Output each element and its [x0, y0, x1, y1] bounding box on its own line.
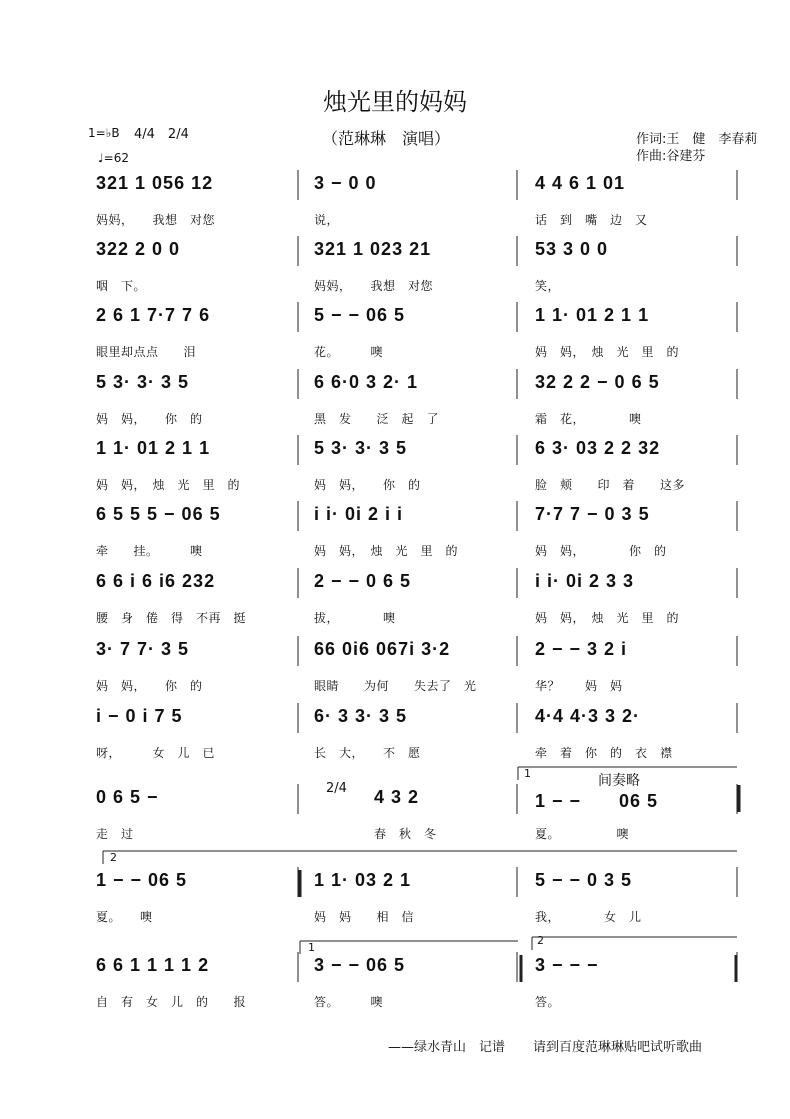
- listen-note: 请到百度范琳琳贴吧试听歌曲: [533, 1040, 703, 1055]
- measure-notes: 3 − 0 0: [314, 173, 377, 193]
- measure-notes: 5 − − 06 5: [314, 305, 406, 325]
- lyric-line: 春 秋 冬: [374, 827, 437, 841]
- time-signature: 4/4 2/4: [134, 127, 189, 142]
- measure-notes: 4·4 4·3 3 2·: [535, 706, 641, 726]
- measure-notes: 4 3 2: [374, 787, 420, 807]
- measure-notes: i − 0 i 7 5: [96, 706, 183, 726]
- measure-notes: 66 0i6 067i 3·2: [314, 639, 451, 659]
- measure-notes: 3· 7 7· 3 5: [96, 639, 190, 659]
- lyric-line: 拔， 噢: [314, 611, 396, 625]
- lyric-line: 我， 女 儿: [535, 910, 642, 924]
- lyric-line: 夏。 噢: [96, 910, 153, 924]
- lyric-line: 说，: [314, 213, 340, 227]
- measure-notes: 2 − − 0 6 5: [314, 571, 412, 591]
- measure-notes: 1 − − 06 5: [96, 870, 188, 890]
- lyric-line: 妈妈， 我想 对您: [314, 279, 434, 293]
- lyric-line: 呀， 女 儿 已: [96, 746, 216, 760]
- measure-notes: 6 6 i 6 i6 232: [96, 571, 216, 591]
- lyric-line: 妈 妈， 你 的: [314, 478, 421, 492]
- measure-notes: 5 − − 0 3 5: [535, 870, 633, 890]
- lyric-line: 妈 妈， 你 的: [535, 544, 667, 558]
- tempo-value: =62: [103, 151, 129, 165]
- measure-notes: 1 − − 06 5: [535, 791, 659, 811]
- lyric-line: 自 有 女 儿 的 报: [96, 995, 247, 1009]
- interlude-note: 间奏略: [598, 773, 640, 789]
- lyric-line: 花。 噢: [314, 345, 384, 359]
- lyric-line: 咽 下。: [96, 279, 147, 293]
- lyric-line: 妈 妈， 烛 光 里 的: [314, 544, 459, 558]
- composer-credit: 作曲:谷建芬: [636, 149, 706, 164]
- key-signature: 1=♭B: [88, 126, 120, 140]
- lyric-line: 牵 挂。 噢: [96, 544, 203, 558]
- measure-notes: 1 1· 03 2 1: [314, 870, 412, 890]
- lyric-line: 黑 发 泛 起 了: [314, 412, 440, 426]
- volta-2a: 2: [110, 851, 117, 864]
- tempo-marking: ♩=62: [98, 151, 129, 165]
- lyric-line: 腰 身 倦 得 不再 挺: [96, 611, 247, 625]
- lyric-line: 长 大， 不 愿: [314, 746, 421, 760]
- lyric-line: 话 到 嘴 边 又: [535, 213, 648, 227]
- measure-notes: 2 6 1 7·7 7 6: [96, 305, 211, 325]
- lyric-line: 华？ 妈 妈: [535, 679, 623, 693]
- measure-notes: 4 4 6 1 01: [535, 173, 626, 193]
- lyric-line: 走 过: [96, 827, 134, 841]
- volta-2b: 2: [537, 934, 544, 947]
- measure-notes: 3 − − −: [535, 955, 599, 975]
- lyric-line: 答。 噢: [314, 995, 384, 1009]
- lyric-line: 妈 妈， 烛 光 里 的: [535, 611, 680, 625]
- transcriber-credit: ——绿水青山 记谱: [388, 1040, 506, 1055]
- measure-notes: 1 1· 01 2 1 1: [96, 438, 211, 458]
- meter-change: 2/4: [326, 781, 347, 796]
- measure-notes: i i· 0i 2 i i: [314, 504, 404, 524]
- volta-1b: 1: [308, 941, 315, 954]
- measure-notes: 6 5 5 5 − 06 5: [96, 504, 221, 524]
- lyric-line: 妈 妈， 你 的: [96, 412, 203, 426]
- measure-notes: 321 1 056 12: [96, 173, 214, 193]
- measure-notes: 6 3· 03 2 2 32: [535, 438, 661, 458]
- lyric-line: 脸 颊 印 着 这多: [535, 478, 686, 492]
- measure-notes: 7·7 7 − 0 3 5: [535, 504, 650, 524]
- lyric-line: 妈 妈， 你 的: [96, 679, 203, 693]
- lyric-line: 霜 花， 噢: [535, 412, 642, 426]
- measure-notes: i i· 0i 2 3 3: [535, 571, 635, 591]
- measure-notes: 322 2 0 0: [96, 239, 181, 259]
- measure-notes: 321 1 023 21: [314, 239, 432, 259]
- lyric-line: 牵 着 你 的 衣 襟: [535, 746, 673, 760]
- lyric-line: 妈妈， 我想 对您: [96, 213, 216, 227]
- measure-notes: 32 2 2 − 0 6 5: [535, 372, 660, 392]
- lyricist-credit: 作词:王 健 李春莉: [636, 132, 758, 147]
- lyric-line: 夏。 噢: [535, 827, 630, 841]
- lyric-line: 妈 妈 相 信: [314, 910, 415, 924]
- volta-1a: 1: [524, 767, 531, 780]
- lyric-line: 妈 妈， 烛 光 里 的: [96, 478, 241, 492]
- lyric-line: 笑，: [535, 279, 561, 293]
- lyric-line: 眼里却点点 泪: [96, 345, 197, 359]
- measure-notes: 2 − − 3 2 i: [535, 639, 628, 659]
- measure-notes: 0 6 5 −: [96, 787, 159, 807]
- singer-credit: （范琳琳 演唱）: [322, 129, 451, 148]
- lyric-line: 眼睛 为何 失去了 光: [314, 679, 477, 693]
- measure-notes: 5 3· 3· 3 5: [96, 372, 190, 392]
- measure-notes: 3 − − 06 5: [314, 955, 406, 975]
- measure-notes: 1 1· 01 2 1 1: [535, 305, 650, 325]
- lyric-line: 妈 妈， 烛 光 里 的: [535, 345, 680, 359]
- measure-notes: 6· 3 3· 3 5: [314, 706, 408, 726]
- measure-notes: 5 3· 3· 3 5: [314, 438, 408, 458]
- measure-notes: 6 6·0 3 2· 1: [314, 372, 419, 392]
- measure-notes: 6 6 1 1 1 1 2: [96, 955, 210, 975]
- lyric-line: 答。: [535, 995, 561, 1009]
- page-title: 烛光里的妈妈: [323, 88, 467, 116]
- measure-notes: 53 3 0 0: [535, 239, 609, 259]
